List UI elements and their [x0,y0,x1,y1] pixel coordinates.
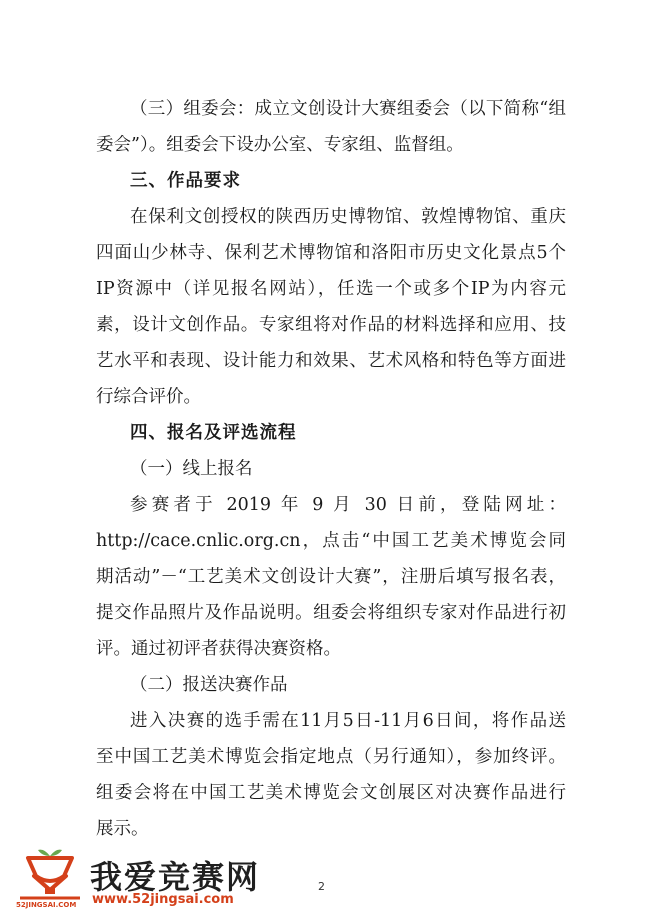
paragraph-line: 展示。 [96,819,149,839]
paragraph-line: 参赛者于 2019 年 9 月 30 日前，登陆网址： [130,495,566,515]
paragraph-line: 至中国工艺美术博览会指定地点（另行通知），参加终评。 [96,747,566,767]
paragraph-line: 提交作品照片及作品说明。组委会将组织专家对作品进行初 [96,603,566,623]
subsection-heading: （一）线上报名 [130,459,253,479]
paragraph-line: 行综合评价。 [96,387,201,407]
watermark-logo[interactable] [14,846,294,912]
watermark-url[interactable]: www.52jingsai.com [92,892,234,907]
paragraph-line: 进入决赛的选手需在11月5日-11月6日间，将作品送 [130,711,566,731]
paragraph-line: IP资源中（详见报名网站），任选一个或多个IP为内容元 [96,279,566,299]
paragraph-line: 艺水平和表现、设计能力和效果、艺术风格和特色等方面进 [96,351,566,371]
section-heading: 三、作品要求 [130,171,241,191]
page-number: 2 [318,880,325,893]
paragraph-line: 评。通过初评者获得决赛资格。 [96,639,341,659]
logo-small-text: 52JINGSAI.COM [16,901,77,909]
paragraph-line: 组委会将在中国工艺美术博览会文创展区对决赛作品进行 [96,783,566,803]
paragraph-line: http://cace.cnlic.org.cn，点击“中国工艺美术博览会同 [96,531,566,551]
paragraph-line: 期活动”－“工艺美术文创设计大赛”，注册后填写报名表， [96,567,566,587]
subsection-heading: （二）报送决赛作品 [130,675,288,695]
paragraph-line: 在保利文创授权的陕西历史博物馆、敦煌博物馆、重庆 [130,207,566,227]
trophy-icon [14,846,86,906]
paragraph-line: 素，设计文创作品。专家组将对作品的材料选择和应用、技 [96,315,566,335]
section-heading: 四、报名及评选流程 [130,423,297,443]
paragraph-line: 委会”）。组委会下设办公室、专家组、监督组。 [96,135,464,155]
paragraph-line: （三）组委会：成立文创设计大赛组委会（以下简称“组 [130,99,566,119]
watermark-title: 我爱竞赛网 [90,858,261,896]
paragraph-line: 四面山少林寺、保利艺术博物馆和洛阳市历史文化景点5个 [96,243,566,263]
